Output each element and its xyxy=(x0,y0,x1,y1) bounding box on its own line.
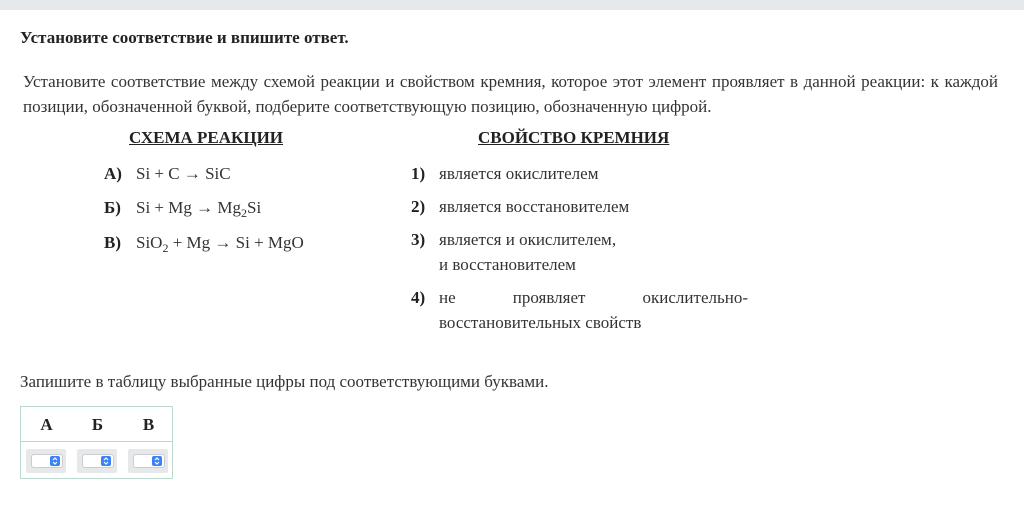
property-key: 1) xyxy=(411,164,426,183)
reaction-formula: $Si + Mg \to Mg_2Si$ xyxy=(136,198,262,220)
answer-header-c: В xyxy=(142,415,155,434)
property-text-line1: не проявляет окислительно- xyxy=(439,288,748,307)
reaction-scheme-header: СХЕМА РЕАКЦИИ xyxy=(129,128,284,147)
property-text-line2: восстановительных свойств xyxy=(439,313,642,332)
answer-select-c[interactable] xyxy=(133,454,165,468)
property-text: является окислителем xyxy=(439,164,599,183)
select-chevron-icon xyxy=(101,456,111,466)
reaction-formula: Si + C → SiC xyxy=(136,164,231,183)
answer-select-b[interactable] xyxy=(82,454,114,468)
reaction-key: В) xyxy=(104,233,121,252)
answer-cell-c xyxy=(128,449,168,473)
answer-cell-b xyxy=(77,449,117,473)
instruction-text: Запишите в таблицу выбранные цифры под соответствующими буквами. xyxy=(20,372,549,391)
select-chevron-icon xyxy=(50,456,60,466)
reaction-key: А) xyxy=(104,164,122,183)
answer-header-b: Б xyxy=(91,415,104,434)
select-chevron-icon xyxy=(152,456,162,466)
answer-cell-a xyxy=(26,449,66,473)
property-key: 3) xyxy=(411,230,426,249)
answer-table xyxy=(20,406,173,479)
property-text: является восстановителем xyxy=(439,197,630,216)
task-description: Установите соответствие между схемой реакции и свойством кремния, которое этот элемент проявляет в данной реакции: к каждой позиции, обозначенной буквой, подберите соответствующую позицию, обозначенную цифрой. xyxy=(23,72,998,116)
silicon-property-header: СВОЙСТВО КРЕМНИЯ xyxy=(478,128,670,147)
answer-header-a: А xyxy=(40,415,53,434)
property-key: 4) xyxy=(411,288,426,307)
property-text-line1: является и окислителем, xyxy=(439,230,617,249)
task-title: Установите соответствие и впишите ответ. xyxy=(20,28,349,47)
top-bar xyxy=(0,0,1024,10)
reaction-key: Б) xyxy=(104,198,121,217)
table-divider xyxy=(21,441,172,442)
property-text-line2: и восстановителем xyxy=(439,255,576,274)
answer-select-a[interactable] xyxy=(31,454,63,468)
property-key: 2) xyxy=(411,197,426,216)
reaction-formula: SiO$_2$ + Mg → Si + MgO xyxy=(136,233,304,255)
